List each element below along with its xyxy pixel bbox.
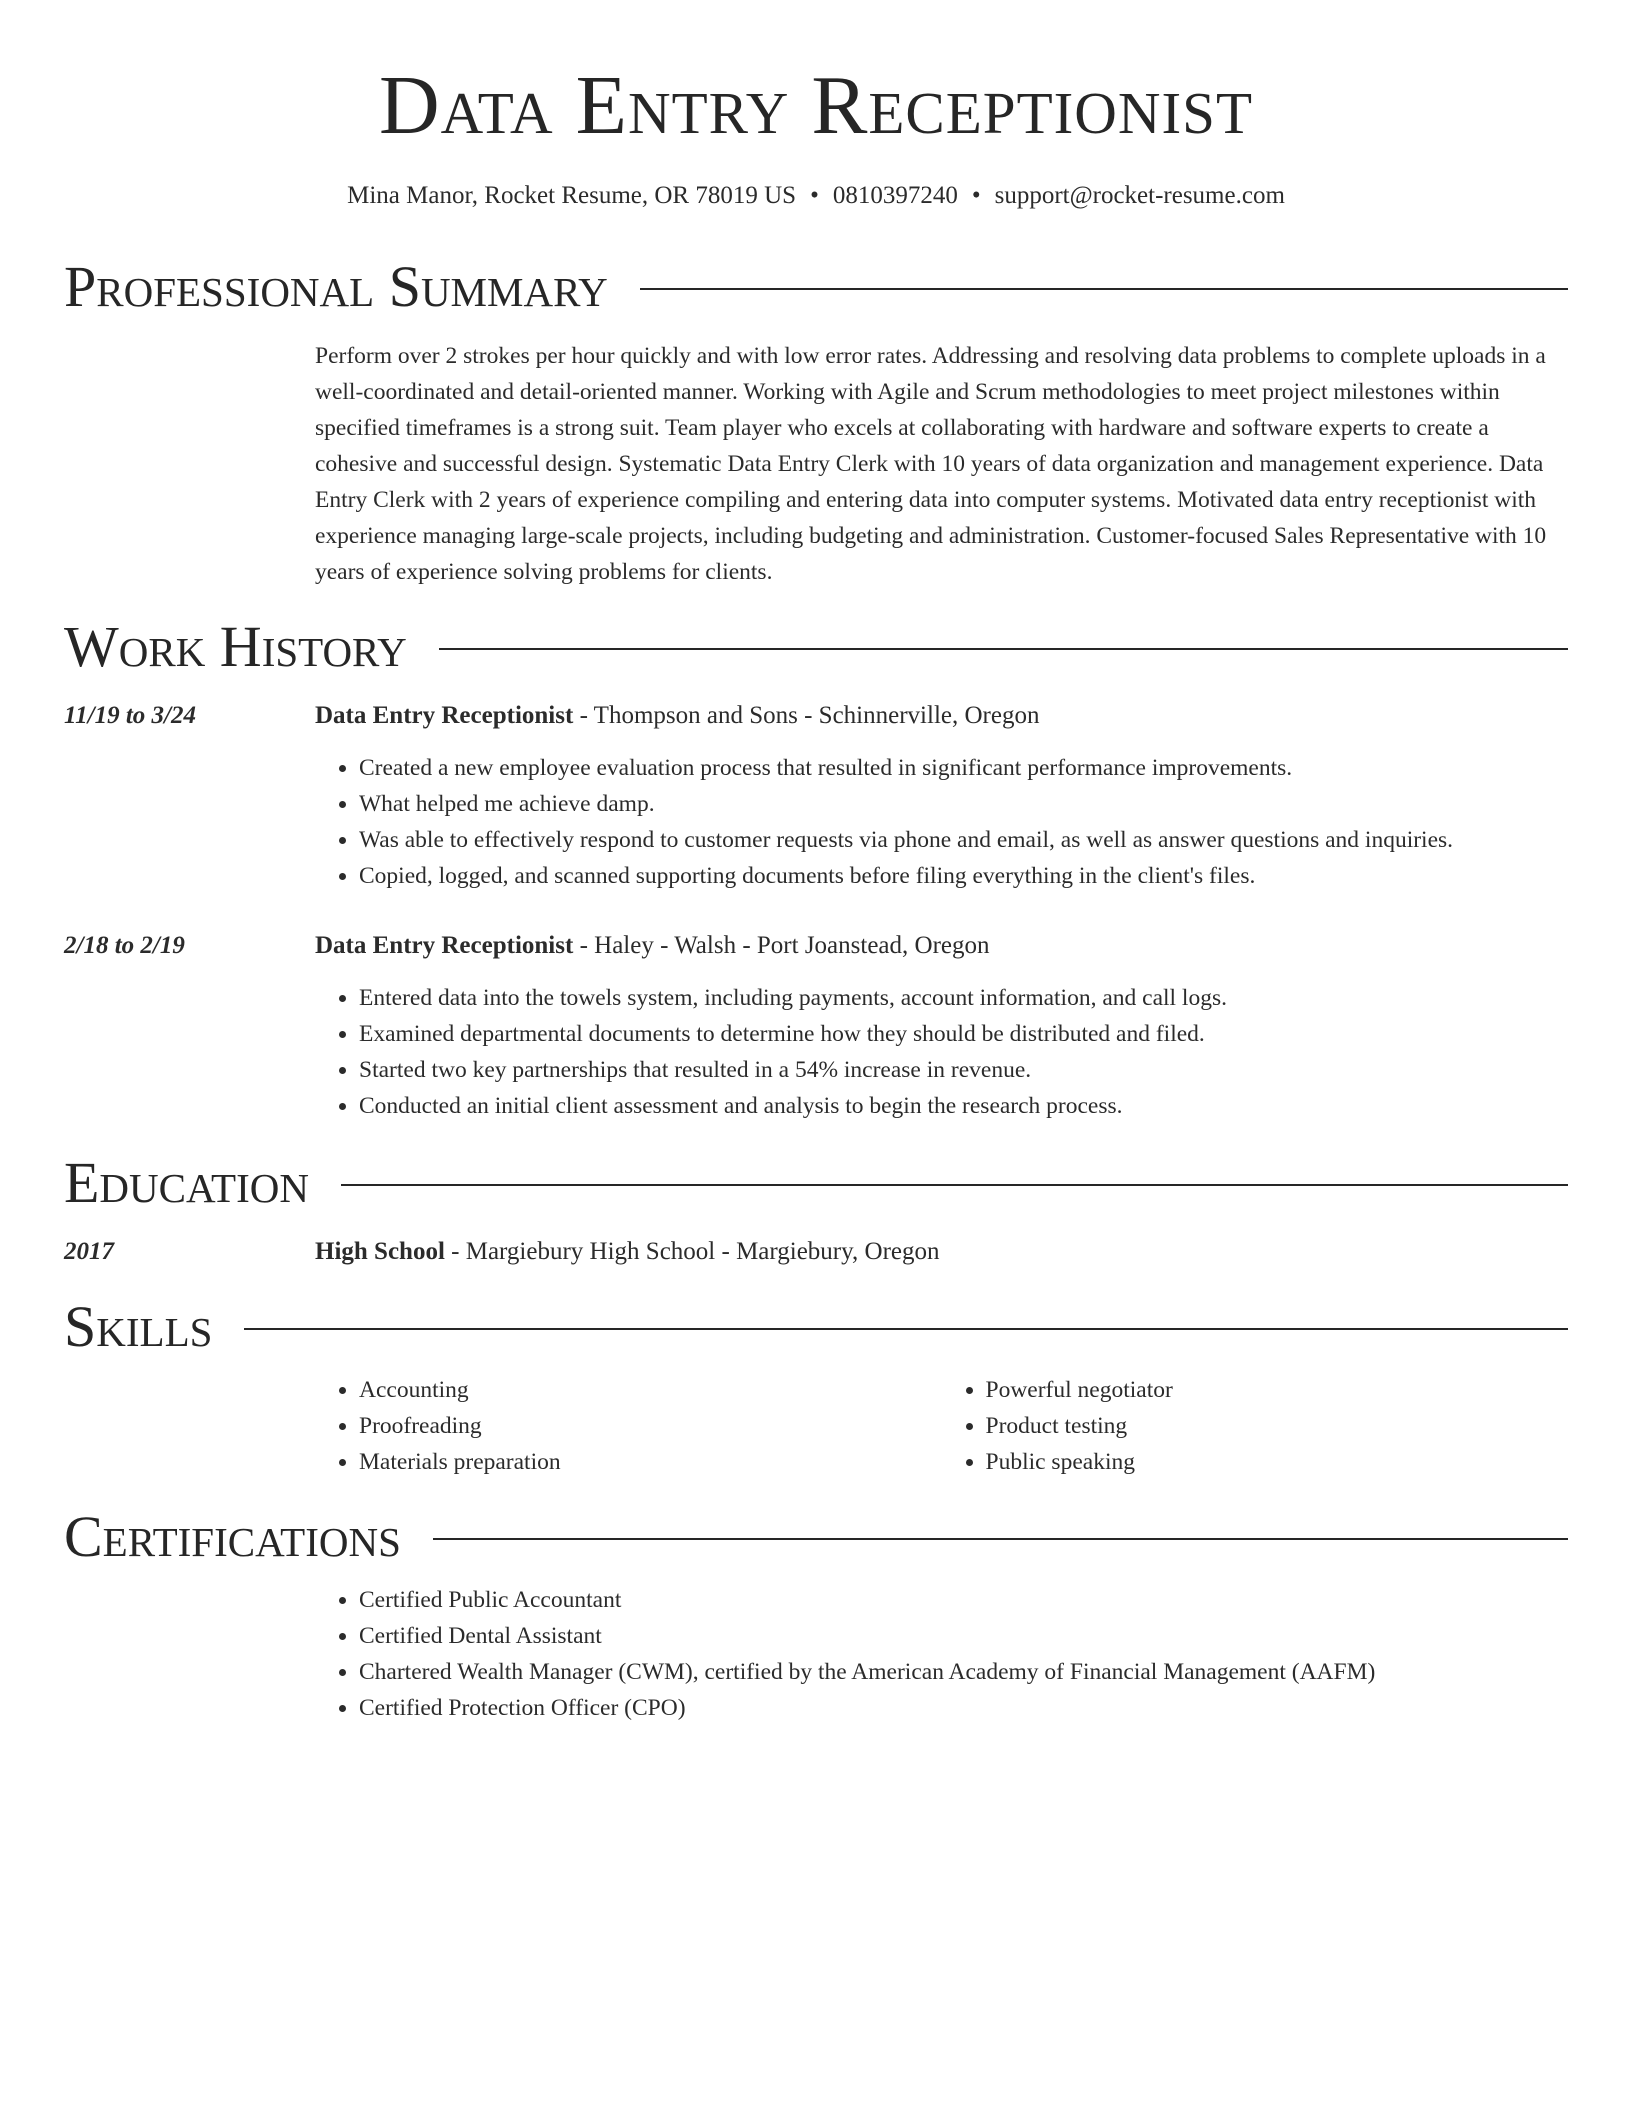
- job-bullets: [315, 750, 1568, 894]
- summary-text: Perform over 2 strokes per hour quickly and with low error rates. Addressing and resolving data problems to complete uploads in a well-coordinated and detail-oriented manner. Working with Agile and Scrum methodologies to meet project milestones within specified timeframes is a strong suit. Team player who excels at collaborating with hardware and software experts to create a cohesive and successful design. Systematic Data Entry Clerk with 10 years of data organization and management experience. Data Entry Clerk with 2 years of experience compiling and entering data into computer systems. Motivated data entry receptionist with experience managing large-scale projects, including budgeting and administration. Customer-focused Sales Representative with 10 years of experience solving problems for clients.: [315, 343, 1547, 585]
- job-details: - Thompson and Sons - Schinnerville, Oregon: [573, 702, 1040, 729]
- contact-address: Mina Manor, Rocket Resume, OR 78019 US: [347, 182, 797, 209]
- job-entry: [64, 928, 1568, 1124]
- certifications-block: [315, 1582, 1568, 1726]
- education-section-header: [64, 1150, 1568, 1215]
- summary-section-header: [64, 254, 1568, 319]
- job-title: Data Entry Receptionist: [315, 702, 574, 729]
- section-divider: [439, 648, 1568, 650]
- section-title: Work History: [64, 614, 407, 679]
- skill-item: • Powerful negotiator: [986, 1372, 1569, 1408]
- education-degree: High School: [315, 1238, 445, 1265]
- section-title: Professional Summary: [64, 254, 608, 319]
- certification-item: • Certified Dental Assistant: [359, 1618, 1568, 1654]
- section-divider: [433, 1538, 1568, 1540]
- section-divider: [244, 1328, 1568, 1330]
- contact-email[interactable]: support@rocket-resume.com: [994, 182, 1285, 209]
- section-divider: [341, 1184, 1568, 1186]
- contact-phone: 0810397240: [832, 182, 958, 209]
- certification-item: • Certified Public Accountant: [359, 1582, 1568, 1618]
- job-title-line: [315, 928, 1568, 964]
- skills-section-header: [64, 1294, 1568, 1359]
- list-item: • Started two key partnerships that resulted in a 54% increase in revenue.: [359, 1052, 1568, 1088]
- certification-item: • Chartered Wealth Manager (CWM), certified by the American Academy of Financial Management (AAFM): [359, 1654, 1568, 1690]
- education-year: 2017: [64, 1238, 114, 1265]
- job-title-line: [315, 698, 1568, 734]
- job-entry: [64, 698, 1568, 894]
- section-title: Certifications: [64, 1504, 401, 1569]
- education-title-line: [315, 1234, 1568, 1270]
- list-item: • Examined departmental documents to determine how they should be distributed and filed.: [359, 1016, 1568, 1052]
- skills-columns: [315, 1372, 1568, 1480]
- list-item: • Created a new employee evaluation process that resulted in significant performance improvements.: [359, 750, 1568, 786]
- skills-list-left: [315, 1372, 942, 1480]
- contact-line: [64, 182, 1568, 210]
- work-section-header: [64, 614, 1568, 679]
- certification-item: • Certified Protection Officer (CPO): [359, 1690, 1568, 1726]
- contact-separator: •: [810, 182, 819, 209]
- section-divider: [640, 288, 1568, 290]
- certifications-list: [315, 1582, 1568, 1726]
- section-title: Skills: [64, 1294, 213, 1359]
- section-title: Education: [64, 1150, 309, 1215]
- education-details: - Margiebury High School - Margiebury, Oregon: [444, 1238, 940, 1265]
- list-item: • Was able to effectively respond to customer requests via phone and email, as well as answer questions and inquiries.: [359, 822, 1568, 858]
- skill-item: • Materials preparation: [359, 1444, 942, 1480]
- job-dates: 2/18 to 2/19: [64, 932, 185, 959]
- list-item: • Entered data into the towels system, including payments, account information, and call logs.: [359, 980, 1568, 1016]
- skill-item: • Public speaking: [986, 1444, 1569, 1480]
- job-bullets: [315, 980, 1568, 1124]
- skill-item: • Product testing: [986, 1408, 1569, 1444]
- resume-name: Data Entry Receptionist: [379, 59, 1253, 152]
- skills-list-right: [942, 1372, 1569, 1480]
- job-body: [315, 928, 1568, 1124]
- skill-item: • Proofreading: [359, 1408, 942, 1444]
- contact-separator: •: [971, 182, 981, 209]
- list-item: • What helped me achieve damp.: [359, 786, 1568, 822]
- skill-item: • Accounting: [359, 1372, 942, 1408]
- list-item: • Copied, logged, and scanned supporting documents before filing everything in the client's files.: [359, 858, 1568, 894]
- education-entry: [64, 1234, 1568, 1270]
- job-body: [315, 698, 1568, 894]
- certifications-section-header: [64, 1504, 1568, 1569]
- list-item: • Conducted an initial client assessment and analysis to begin the research process.: [359, 1088, 1568, 1124]
- education-body: [315, 1234, 1568, 1270]
- job-dates: 11/19 to 3/24: [64, 702, 196, 729]
- job-details: - Haley - Walsh - Port Joanstead, Oregon: [573, 932, 990, 959]
- job-title: Data Entry Receptionist: [315, 932, 574, 959]
